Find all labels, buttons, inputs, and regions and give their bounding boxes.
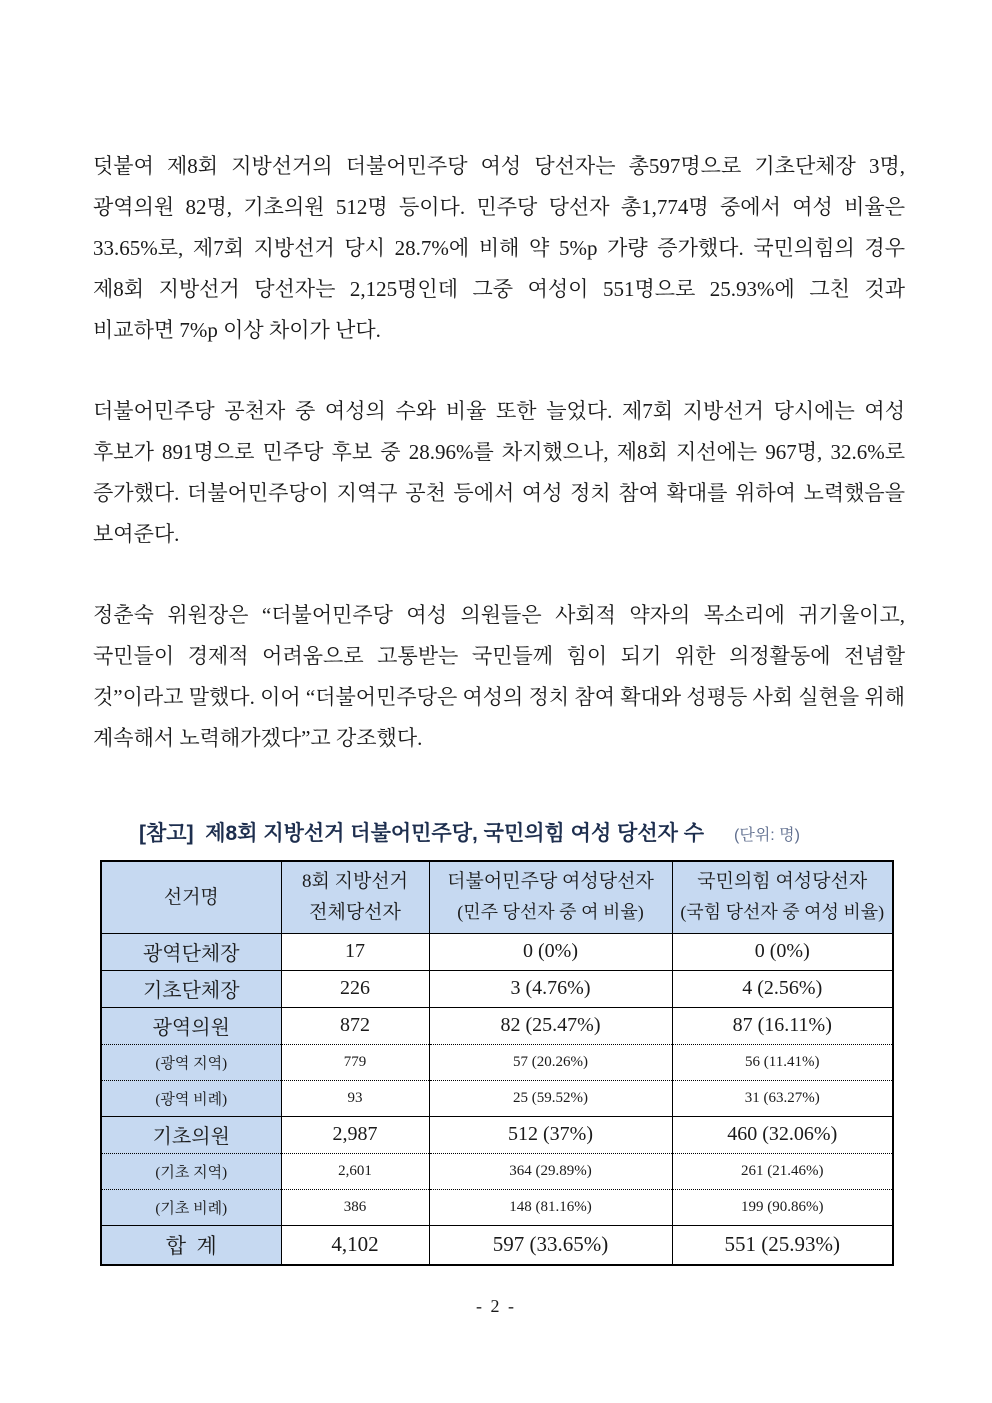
cell-ppp-women: 460 (32.06%)	[672, 1116, 893, 1153]
table-unit-note: (단위: 명)	[734, 827, 800, 844]
cell-dp-women: 57 (20.26%)	[429, 1044, 672, 1080]
cell-dp-women: 597 (33.65%)	[429, 1225, 672, 1265]
table-row-metro-proportional	[101, 1080, 893, 1116]
cell-election-name: (광역 지역)	[101, 1044, 281, 1080]
header-text: 8회 지방선거	[301, 871, 409, 893]
cell-dp-women: 0 (0%)	[429, 933, 672, 970]
cell-ppp-women: 87 (16.11%)	[672, 1007, 893, 1044]
cell-total-winners: 386	[281, 1189, 429, 1225]
table-row-basic-mayor	[101, 970, 893, 1007]
cell-ppp-women: 0 (0%)	[672, 933, 893, 970]
paragraph-women-winners: 덧붙여 제8회 지방선거의 더불어민주당 여성 당선자는 총597명으로 기초단체장 3명, 광역의원 82명, 기초의원 512명 등이다. 민주당 당선자 총1,774명 중에서 여성 비율은 33.65%로, 제7회 지방선거 당시 28.7%에 비해 약 5%p 가량 증가했다. 국민의힘의 경우 제8회 지방선거 당선자는 2,125명인데 그중 여성이 551명으로 25.93%에 그친 것과 비교하면 7%p 이상 차이가 난다.	[93, 154, 905, 342]
cell-election-name: (기초 지역)	[101, 1153, 281, 1189]
cell-dp-women: 512 (37%)	[429, 1116, 672, 1153]
table-row-basic-district	[101, 1153, 893, 1189]
header-text: 국민의힘 여성당선자	[697, 871, 868, 893]
table-row-basic-council	[101, 1116, 893, 1153]
table-header-row	[101, 861, 893, 933]
table-row-basic-proportional	[101, 1189, 893, 1225]
header-text: 전체당선자	[309, 902, 401, 924]
cell-total-winners: 872	[281, 1007, 429, 1044]
col-header-total-winners	[281, 861, 429, 933]
cell-election-name: (광역 비례)	[101, 1080, 281, 1116]
election-results-table	[100, 860, 894, 1266]
cell-dp-women: 3 (4.76%)	[429, 970, 672, 1007]
cell-ppp-women: 31 (63.27%)	[672, 1080, 893, 1116]
cell-total-winners: 779	[281, 1044, 429, 1080]
cell-ppp-women: 56 (11.41%)	[672, 1044, 893, 1080]
header-subtext: (국힘 당선자 중 여성 비율)	[680, 902, 885, 923]
cell-dp-women: 364 (29.89%)	[429, 1153, 672, 1189]
header-text: 더불어민주당 여성당선자	[447, 871, 654, 893]
header-text: 선거명	[163, 886, 219, 908]
table-row-total	[101, 1225, 893, 1265]
col-header-dp-women-winners	[429, 861, 672, 933]
table-caption	[139, 817, 905, 847]
cell-total-winners: 226	[281, 970, 429, 1007]
cell-ppp-women: 199 (90.86%)	[672, 1189, 893, 1225]
cell-ppp-women: 551 (25.93%)	[672, 1225, 893, 1265]
cell-election-name: 기초의원	[101, 1116, 281, 1153]
paragraph-chairwoman-quote: 정춘숙 위원장은 “더불어민주당 여성 의원들은 사회적 약자의 목소리에 귀기울이고, 국민들이 경제적 어려움으로 고통받는 국민들께 힘이 되기 위한 의정활동에 전념할 것”이라고 말했다. 이어 “더불어민주당은 여성의 정치 참여 확대와 성평등 사회 실현을 위해 계속해서 노력해가겠다”고 강조했다.	[93, 603, 905, 750]
cell-dp-women: 82 (25.47%)	[429, 1007, 672, 1044]
cell-ppp-women: 261 (21.46%)	[672, 1153, 893, 1189]
cell-election-name: 기초단체장	[101, 970, 281, 1007]
cell-dp-women: 25 (59.52%)	[429, 1080, 672, 1116]
cell-election-name: 광역의원	[101, 1007, 281, 1044]
cell-total-winners: 2,987	[281, 1116, 429, 1153]
col-header-ppp-women-winners	[672, 861, 893, 933]
cell-total-winners: 17	[281, 933, 429, 970]
cell-dp-women: 148 (81.16%)	[429, 1189, 672, 1225]
page-number: - 2 -	[476, 1296, 516, 1316]
col-header-election-name	[101, 861, 281, 933]
cell-total-winners: 2,601	[281, 1153, 429, 1189]
table-row-metro-mayor	[101, 933, 893, 970]
table-title: [참고] 제8회 지방선거 더불어민주당, 국민의힘 여성 당선자 수	[139, 822, 705, 845]
table-row-metro-council	[101, 1007, 893, 1044]
header-subtext: (민주 당선자 중 여 비율)	[457, 902, 644, 923]
table-row-metro-district	[101, 1044, 893, 1080]
cell-ppp-women: 4 (2.56%)	[672, 970, 893, 1007]
cell-election-name: 합 계	[101, 1225, 281, 1265]
cell-election-name: (기초 비례)	[101, 1189, 281, 1225]
cell-total-winners: 93	[281, 1080, 429, 1116]
cell-total-winners: 4,102	[281, 1225, 429, 1265]
cell-election-name: 광역단체장	[101, 933, 281, 970]
paragraph-women-nominees: 더불어민주당 공천자 중 여성의 수와 비율 또한 늘었다. 제7회 지방선거 당시에는 여성 후보가 891명으로 민주당 후보 중 28.96%를 차지했으나, 제8회 지선에는 967명, 32.6%로 증가했다. 더불어민주당이 지역구 공천 등에서 여성 정치 참여 확대를 위하여 노력했음을 보여준다.	[93, 399, 905, 546]
